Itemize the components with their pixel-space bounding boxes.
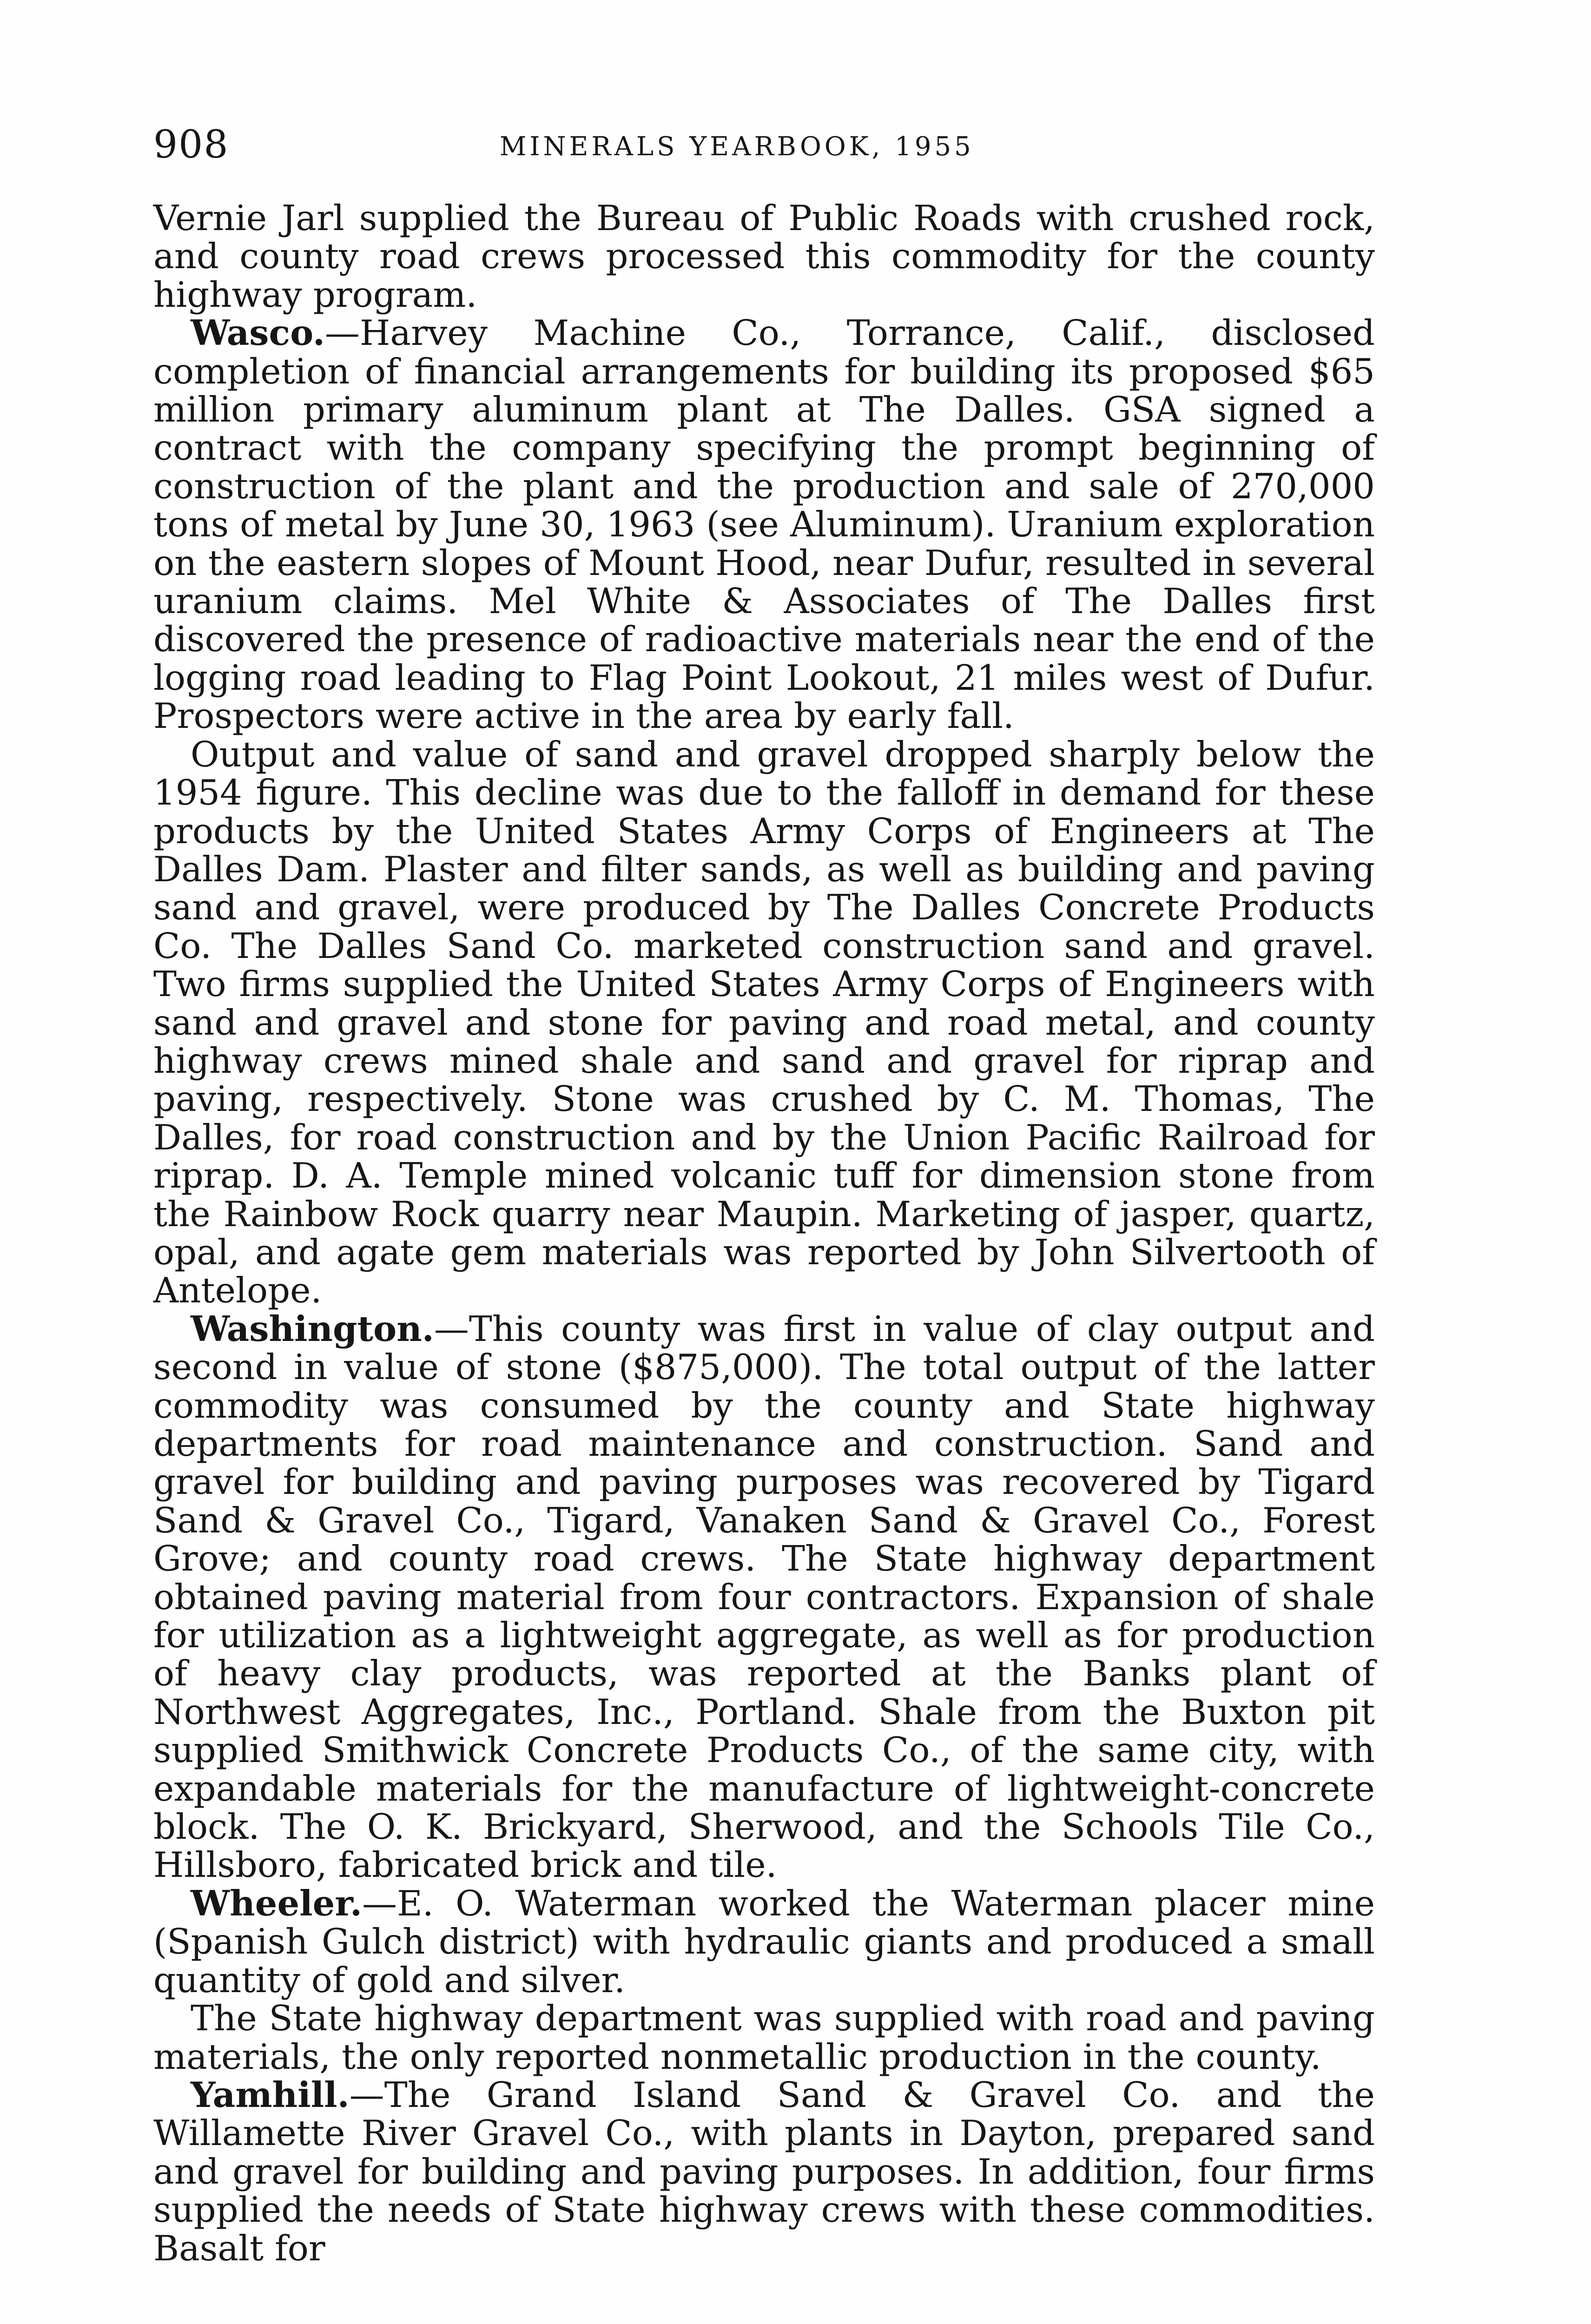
paragraph-text: Vernie Jarl supplied the Bureau of Public Roads with crushed rock, and county road crews processed this commodity for the county highway program. bbox=[153, 198, 1375, 315]
county-heading-washington: Washington. bbox=[191, 1308, 434, 1349]
page-header bbox=[153, 122, 1362, 173]
page-number: 908 bbox=[153, 123, 229, 167]
paragraph-yamhill bbox=[153, 2076, 1375, 2267]
paragraph-text: Output and value of sand and gravel dropped sharply below the 1954 figure. This decline was due to the falloff in demand for these products by the United States Army Corps of Engineers at The Dalles Dam. Plaster and filter sands, as well as building and paving sand and gravel, were produced by The Dalles Concrete Products Co. The Dalles Sand Co. marketed construction sand and gravel. Two firms supplied the United States Army Corps of Engineers with sand and gravel and stone for paving and road metal, and county highway crews mined shale and sand and gravel for riprap and paving, respectively. Stone was crushed by C. M. Thomas, The Dalles, for road construction and by the Union Pacific Railroad for riprap. D. A. Temple mined volcanic tuff for dimension stone from the Rainbow Rock quarry near Maupin. Marketing of jasper, quartz, opal, and agate gem materials was reported by John Silvertooth of Antelope. bbox=[153, 733, 1375, 1311]
paragraph-text: —E. O. Waterman worked the Waterman placer mine (Spanish Gulch district) with hydraulic giants and produced a small quantity of gold and silver. bbox=[153, 1882, 1375, 2000]
body-text bbox=[153, 199, 1375, 2267]
paragraph-washington bbox=[153, 1310, 1375, 1884]
paragraph-text: —The Grand Island Sand & Gravel Co. and the Willamette River Gravel Co., with plants in Dayton, prepared sand and gravel for building and paving purposes. In addition, four firms supplied the needs of State highway crews with these commodities. Basalt for bbox=[153, 2074, 1375, 2269]
paragraph-text: The State highway department was supplied with road and paving materials, the only reported nonmetallic production in the county. bbox=[153, 1998, 1375, 2077]
paragraph-text: —Harvey Machine Co., Torrance, Calif., disclosed completion of financial arrangements for building its proposed $65 million primary aluminum plant at The Dalles. GSA signed a contract with the company specifying the prompt beginning of construction of the plant and the production and sale of 270,000 tons of metal by June 30, 1963 (see Aluminum). Uranium exploration on the eastern slopes of Mount Hood, near Dufur, resulted in several uranium claims. Mel White & Associates of The Dalles first discovered the presence of radioactive materials near the end of the logging road leading to Flag Point Lookout, 21 miles west of Dufur. Prospectors were active in the area by early fall. bbox=[153, 312, 1375, 737]
paragraph-wasco-sand-gravel bbox=[153, 735, 1375, 1310]
paragraph-wheeler bbox=[153, 1884, 1375, 1999]
county-heading-wasco: Wasco. bbox=[191, 312, 325, 354]
running-title: MINERALS YEARBOOK, 1955 bbox=[500, 132, 974, 162]
paragraph-vernie-jarl bbox=[153, 199, 1375, 314]
county-heading-yamhill: Yamhill. bbox=[191, 2074, 350, 2115]
paragraph-wasco bbox=[153, 314, 1375, 735]
paragraph-text: —This county was first in value of clay output and second in value of stone ($875,000). The total output of the latter commodity was consumed by the county and State highway departments for road maintenance and construction. Sand and gravel for building and paving purposes was recovered by Tigard Sand & Gravel Co., Tigard, Vanaken Sand & Gravel Co., Forest Grove; and county road crews. The State highway department obtained paving material from four contractors. Expansion of shale for utilization as a lightweight aggregate, as well as for production of heavy clay products, was reported at the Banks plant of Northwest Aggregates, Inc., Portland. Shale from the Buxton pit supplied Smithwick Concrete Products Co., of the same city, with expandable materials for the manufacture of lightweight-concrete block. The O. K. Brickyard, Sherwood, and the Schools Tile Co., Hillsboro, fabricated brick and tile. bbox=[153, 1308, 1375, 1886]
paragraph-wheeler-highway bbox=[153, 1999, 1375, 2076]
county-heading-wheeler: Wheeler. bbox=[191, 1882, 363, 1924]
